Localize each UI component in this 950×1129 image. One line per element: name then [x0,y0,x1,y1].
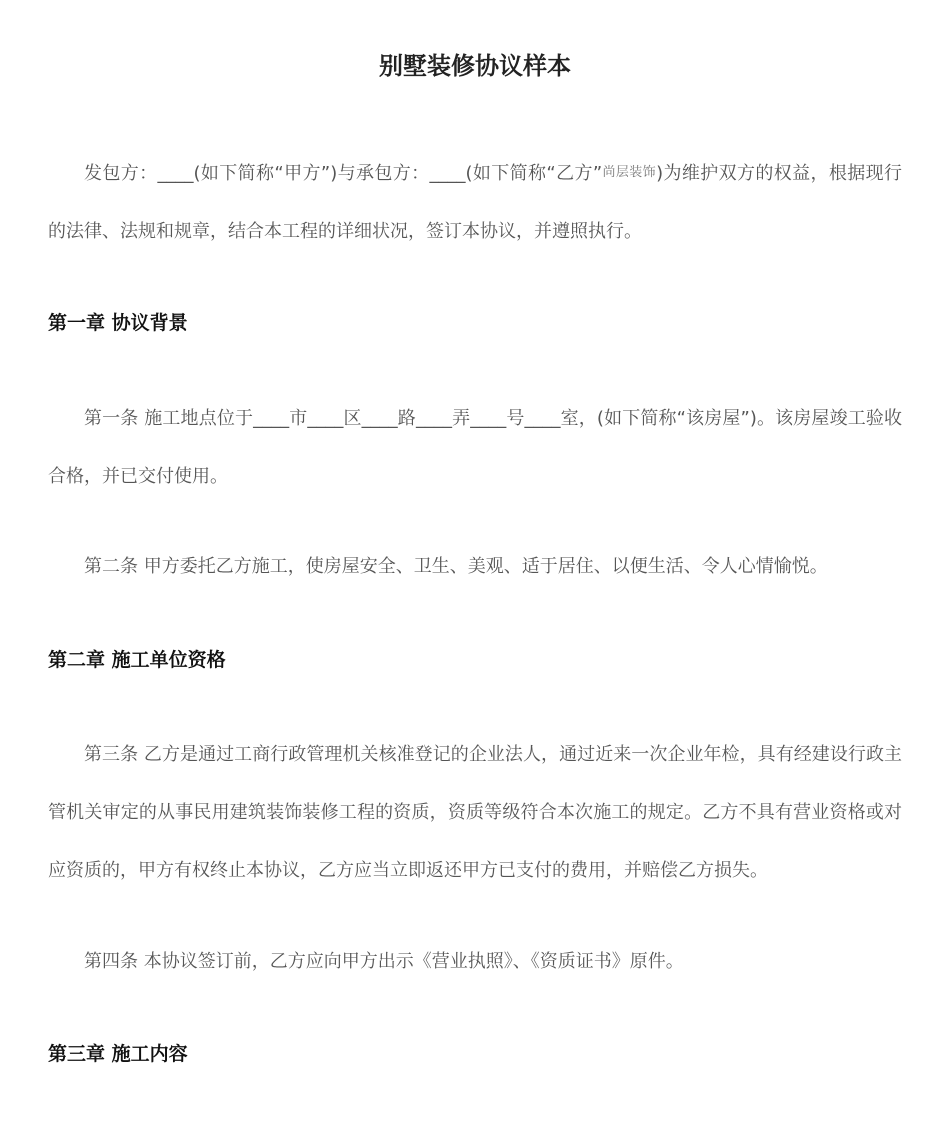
intro-paragraph [48,144,902,261]
inline-mark: 尚层装饰 [602,165,657,180]
article-paragraph-3: 第三条 乙方是通过工商行政管理机关核准登记的企业法人，通过近来一次企业年检，具有经建设行政主管机关审定的从事民用建筑装饰装修工程的资质，资质等级符合本次施工的规定。乙方不具有营业资格或对应资质的，甲方有权终止本协议，乙方应当立即返还甲方已支付的费用，并赔偿乙方损失。 [48,744,902,881]
intro-text-part2: )为维护双方的权益，根据现行的法律、法规和规章，结合本工程的详细状况，签订本协议，并遵照执行。 [48,163,902,242]
chapter-heading-1: 第一章 协议背景 [48,312,188,334]
chapter-heading-3: 第三章 施工内容 [48,1043,188,1065]
article-paragraph-1: 第一条 施工地点位于____市____区____路____弄____号____室，(如下简称“该房屋”)。该房屋竣工验收合格，并已交付使用。 [48,408,902,487]
article-paragraph-2: 第二条 甲方委托乙方施工，使房屋安全、卫生、美观、适于居住、以便生活、令人心情愉悦。 [84,556,828,577]
article-paragraph-4: 第四条 本协议签订前，乙方应向甲方出示《营业执照》、《资质证书》原件。 [84,951,684,972]
document-title: 别墅装修协议样本 [379,52,571,80]
chapter-heading-2: 第二章 施工单位资格 [48,649,226,671]
intro-text-part1: 发包方：____(如下简称“甲方”)与承包方：____(如下简称“乙方” [84,163,603,184]
